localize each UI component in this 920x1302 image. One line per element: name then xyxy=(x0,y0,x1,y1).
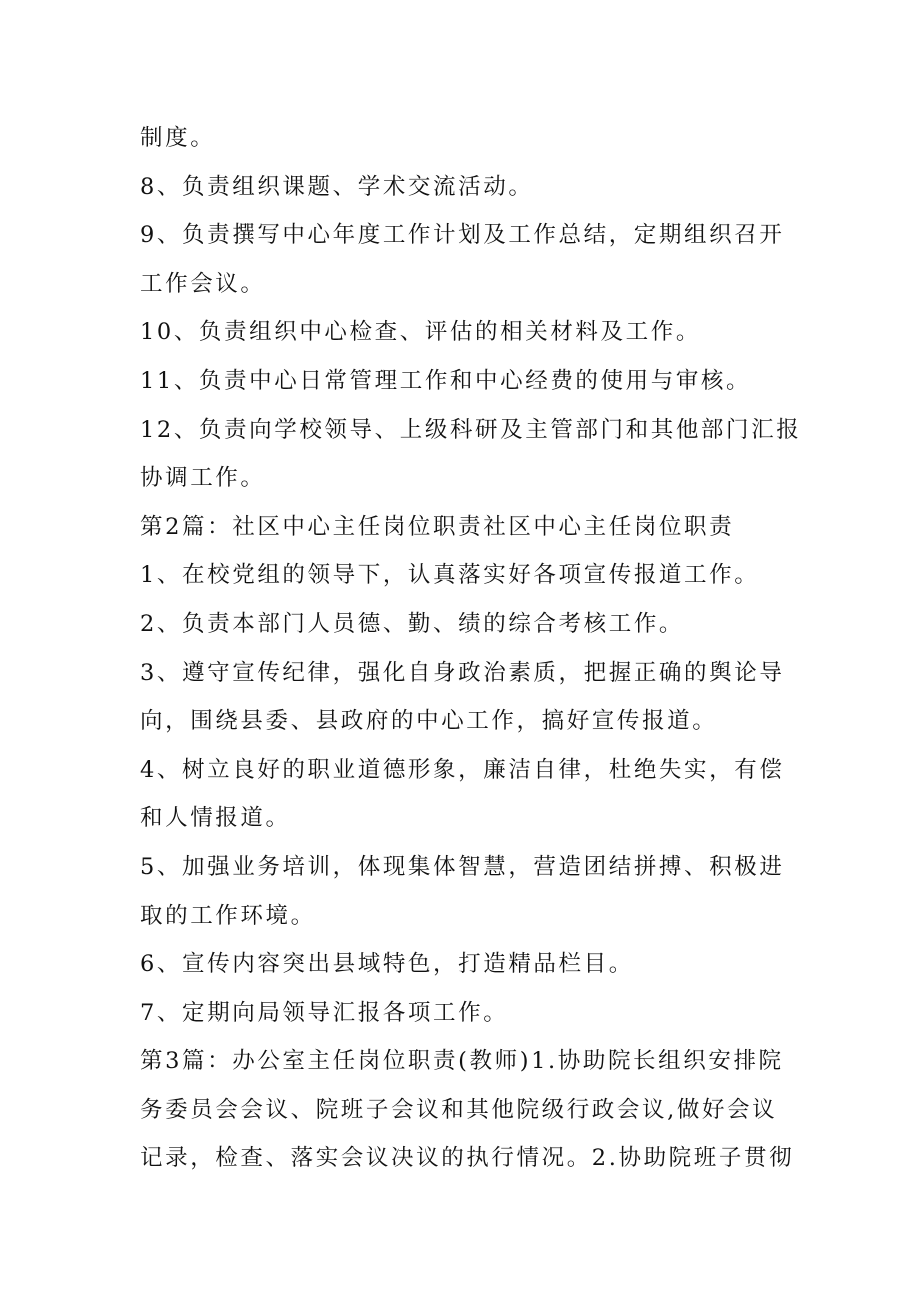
text-line: 记录，检查、落实会议决议的执行情况。2.协助院班子贯彻 xyxy=(140,1145,795,1172)
section-heading: 第3篇：办公室主任岗位职责(教师)1.协助院长组织安排院 xyxy=(140,1048,784,1075)
text-line: 8、负责组织课题、学术交流活动。 xyxy=(140,173,534,200)
text-line: 10、负责组织中心检查、评估的相关材料及工作。 xyxy=(140,319,701,346)
text-line: 取的工作环境。 xyxy=(140,902,316,929)
text-line: 6、宣传内容突出县域特色，打造精品栏目。 xyxy=(140,951,634,978)
text-line: 和人情报道。 xyxy=(140,805,291,832)
text-line: 2、负责本部门人员德、勤、绩的综合考核工作。 xyxy=(140,610,685,637)
section-heading: 第2篇：社区中心主任岗位职责社区中心主任岗位职责 xyxy=(140,513,735,540)
text-line: 4、树立良好的职业道德形象，廉洁自律，杜绝失实，有偿 xyxy=(140,756,785,783)
text-line: 协调工作。 xyxy=(140,465,266,492)
text-line: 制度。 xyxy=(140,125,216,151)
text-line: 12、负责向学校领导、上级科研及主管部门和其他部门汇报 xyxy=(140,416,802,443)
text-line: 3、遵守宣传纪律，强化自身政治素质，把握正确的舆论导 xyxy=(140,659,785,686)
text-line: 工作会议。 xyxy=(140,270,266,297)
text-line: 向，围绕县委、县政府的中心工作，搞好宣传报道。 xyxy=(140,708,718,735)
text-line: 7、定期向局领导汇报各项工作。 xyxy=(140,999,509,1026)
document-body xyxy=(140,114,802,1183)
text-line: 11、负责中心日常管理工作和中心经费的使用与审核。 xyxy=(140,367,752,394)
text-line: 务委员会会议、院班子会议和其他院级行政会议,做好会议 xyxy=(140,1096,778,1123)
text-line: 1、在校党组的领导下，认真落实好各项宣传报道工作。 xyxy=(140,562,760,589)
text-line: 5、加强业务培训，体现集体智慧，营造团结拼搏、积极进 xyxy=(140,853,785,880)
text-line: 9、负责撰写中心年度工作计划及工作总结，定期组织召开 xyxy=(140,222,785,249)
